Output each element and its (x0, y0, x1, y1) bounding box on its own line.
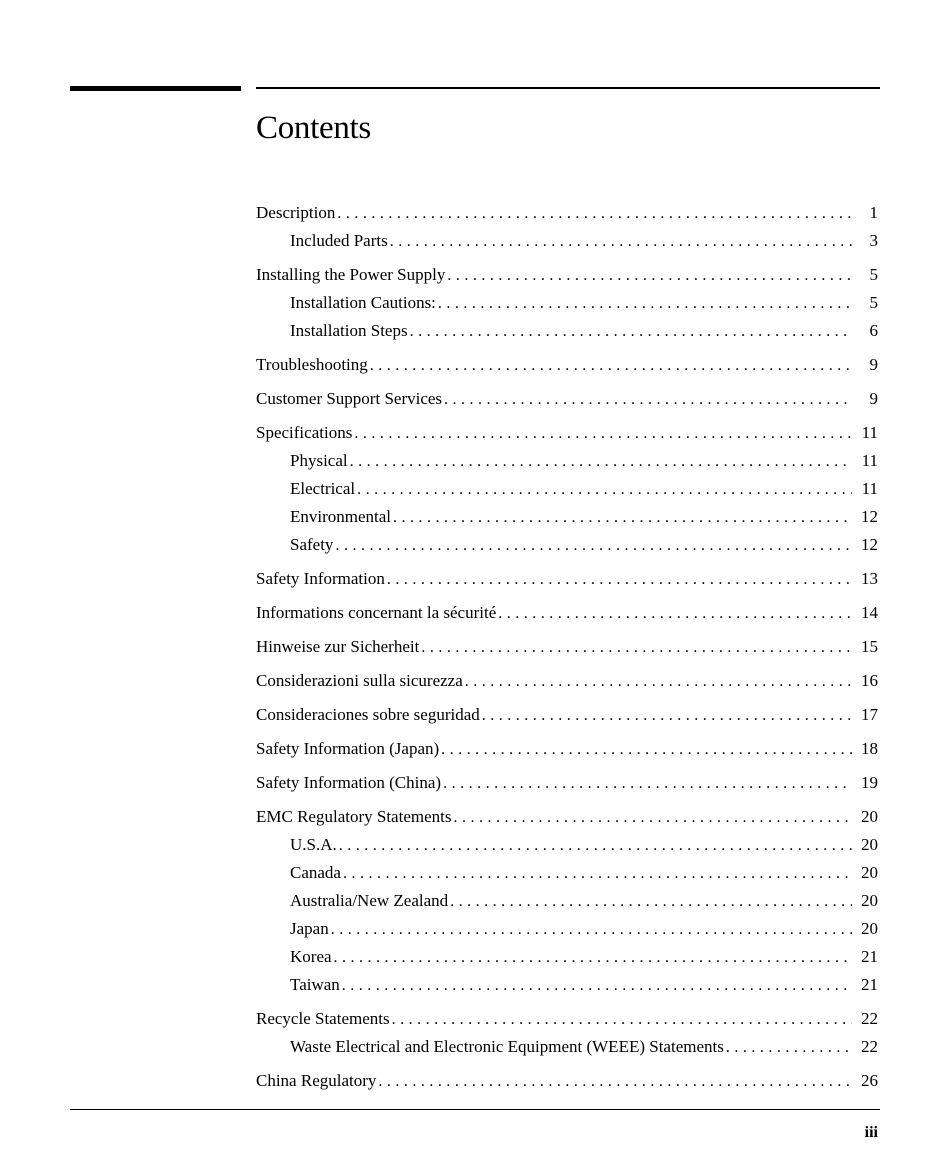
toc-entry[interactable] (256, 199, 878, 227)
toc-entry-page-number: 1 (869, 203, 878, 222)
table-of-contents (256, 199, 878, 1095)
toc-entry[interactable] (256, 735, 878, 763)
toc-dot-leader (450, 888, 852, 916)
toc-entry-label: Considerazioni sulla sicurezza (256, 671, 463, 690)
toc-entry-page-number: 15 (861, 637, 878, 656)
toc-entry[interactable] (256, 475, 878, 503)
toc-entry-label: Electrical (290, 479, 356, 498)
toc-dot-leader (441, 736, 852, 764)
toc-entry[interactable] (256, 317, 878, 345)
toc-dot-leader (378, 1068, 852, 1096)
toc-dot-leader (421, 634, 852, 662)
toc-dot-leader (438, 290, 852, 318)
toc-dot-leader (444, 386, 852, 414)
toc-dot-leader (343, 860, 852, 888)
toc-entry-page-number: 22 (861, 1009, 878, 1028)
toc-entry-label: Safety (290, 535, 334, 554)
toc-entry-page-number: 21 (861, 947, 878, 966)
toc-dot-leader (339, 832, 852, 860)
toc-entry[interactable] (256, 887, 878, 915)
toc-entry-page-number: 13 (861, 569, 878, 588)
toc-entry-label: Environmental (290, 507, 392, 526)
toc-entry-label: China Regulatory (256, 1071, 377, 1090)
toc-entry-page-number: 9 (869, 355, 878, 374)
toc-entry-label: Included Parts (290, 231, 388, 250)
toc-dot-leader (465, 668, 852, 696)
toc-dot-leader (498, 600, 852, 628)
header-rule-left (70, 86, 241, 91)
toc-entry-label: EMC Regulatory Statements (256, 807, 452, 826)
toc-entry-page-number: 16 (861, 671, 878, 690)
footer-rule (70, 1109, 880, 1110)
toc-entry-page-number: 6 (869, 321, 878, 340)
toc-entry-page-number: 26 (861, 1071, 878, 1090)
toc-dot-leader (357, 476, 852, 504)
toc-entry-page-number: 11 (861, 423, 878, 442)
toc-entry-page-number: 12 (861, 535, 878, 554)
toc-entry[interactable] (256, 971, 878, 999)
toc-entry-label: Physical (290, 451, 348, 470)
toc-entry-page-number: 22 (861, 1037, 878, 1056)
toc-dot-leader (453, 804, 852, 832)
toc-entry-page-number: 21 (861, 975, 878, 994)
toc-dot-leader (350, 448, 852, 476)
toc-dot-leader (387, 566, 852, 594)
toc-entry[interactable] (256, 859, 878, 887)
toc-entry-label: Korea (290, 947, 332, 966)
toc-entry-page-number: 20 (861, 863, 878, 882)
toc-dot-leader (482, 702, 852, 730)
toc-entry[interactable] (256, 531, 878, 559)
toc-entry-label: Customer Support Services (256, 389, 443, 408)
toc-entry-label: Safety Information (256, 569, 385, 588)
toc-entry-label: Australia/New Zealand (290, 891, 449, 910)
toc-entry[interactable] (256, 831, 878, 859)
toc-entry[interactable] (256, 1067, 878, 1095)
toc-dot-leader (392, 1006, 852, 1034)
toc-dot-leader (331, 916, 852, 944)
toc-entry-page-number: 11 (861, 479, 878, 498)
toc-dot-leader (334, 944, 852, 972)
toc-entry-label: Japan (290, 919, 329, 938)
toc-entry[interactable] (256, 701, 878, 729)
toc-entry-label: Installation Cautions: (290, 293, 436, 312)
toc-entry[interactable] (256, 227, 878, 255)
toc-entry-page-number: 12 (861, 507, 878, 526)
toc-entry[interactable] (256, 385, 878, 413)
toc-dot-leader (370, 352, 852, 380)
toc-entry-label: Installation Steps (290, 321, 408, 340)
toc-entry[interactable] (256, 633, 878, 661)
toc-entry-page-number: 20 (861, 919, 878, 938)
toc-entry-page-number: 11 (861, 451, 878, 470)
toc-entry[interactable] (256, 667, 878, 695)
toc-entry-label: Waste Electrical and Electronic Equipment (WEEE) Statements (290, 1037, 724, 1056)
toc-entry[interactable] (256, 565, 878, 593)
toc-entry-page-number: 5 (869, 265, 878, 284)
page-number: iii (864, 1124, 878, 1141)
toc-entry-page-number: 20 (861, 835, 878, 854)
toc-entry[interactable] (256, 447, 878, 475)
toc-entry[interactable] (256, 915, 878, 943)
toc-dot-leader (342, 972, 852, 1000)
toc-entry-page-number: 14 (861, 603, 878, 622)
toc-entry-label: Safety Information (China) (256, 773, 442, 792)
toc-entry-label: Consideraciones sobre seguridad (256, 705, 480, 724)
toc-dot-leader (443, 770, 852, 798)
toc-entry-page-number: 9 (869, 389, 878, 408)
toc-dot-leader (354, 420, 852, 448)
toc-entry[interactable] (256, 943, 878, 971)
toc-dot-leader (410, 318, 852, 346)
toc-entry-page-number: 5 (869, 293, 878, 312)
toc-entry[interactable] (256, 419, 878, 447)
toc-entry[interactable] (256, 351, 878, 379)
toc-entry-label: Canada (290, 863, 341, 882)
toc-entry-label: Informations concernant la sécurité (256, 603, 497, 622)
toc-entry[interactable] (256, 803, 878, 831)
toc-entry-page-number: 19 (861, 773, 878, 792)
toc-entry[interactable] (256, 1033, 878, 1061)
toc-entry-label: Troubleshooting (256, 355, 368, 374)
toc-entry-page-number: 20 (861, 807, 878, 826)
toc-dot-leader (393, 504, 852, 532)
toc-entry[interactable] (256, 289, 878, 317)
toc-dot-leader (726, 1034, 852, 1062)
toc-entry[interactable] (256, 261, 878, 289)
toc-entry-label: Installing the Power Supply (256, 265, 446, 284)
toc-entry-label: U.S.A. (290, 835, 337, 854)
header-rule-right (256, 87, 880, 89)
toc-entry-label: Taiwan (290, 975, 340, 994)
toc-dot-leader (337, 200, 852, 228)
toc-entry-label: Specifications (256, 423, 353, 442)
page-title: Contents (256, 110, 371, 146)
toc-entry[interactable] (256, 769, 878, 797)
toc-entry-page-number: 3 (869, 231, 878, 250)
toc-entry-page-number: 20 (861, 891, 878, 910)
toc-dot-leader (447, 262, 852, 290)
toc-dot-leader (335, 532, 852, 560)
toc-entry[interactable] (256, 1005, 878, 1033)
toc-entry-label: Description (256, 203, 336, 222)
toc-entry-page-number: 18 (861, 739, 878, 758)
toc-entry[interactable] (256, 599, 878, 627)
toc-entry[interactable] (256, 503, 878, 531)
toc-entry-label: Recycle Statements (256, 1009, 390, 1028)
toc-entry-label: Hinweise zur Sicherheit (256, 637, 420, 656)
toc-entry-page-number: 17 (861, 705, 878, 724)
toc-dot-leader (390, 228, 852, 256)
toc-entry-label: Safety Information (Japan) (256, 739, 440, 758)
